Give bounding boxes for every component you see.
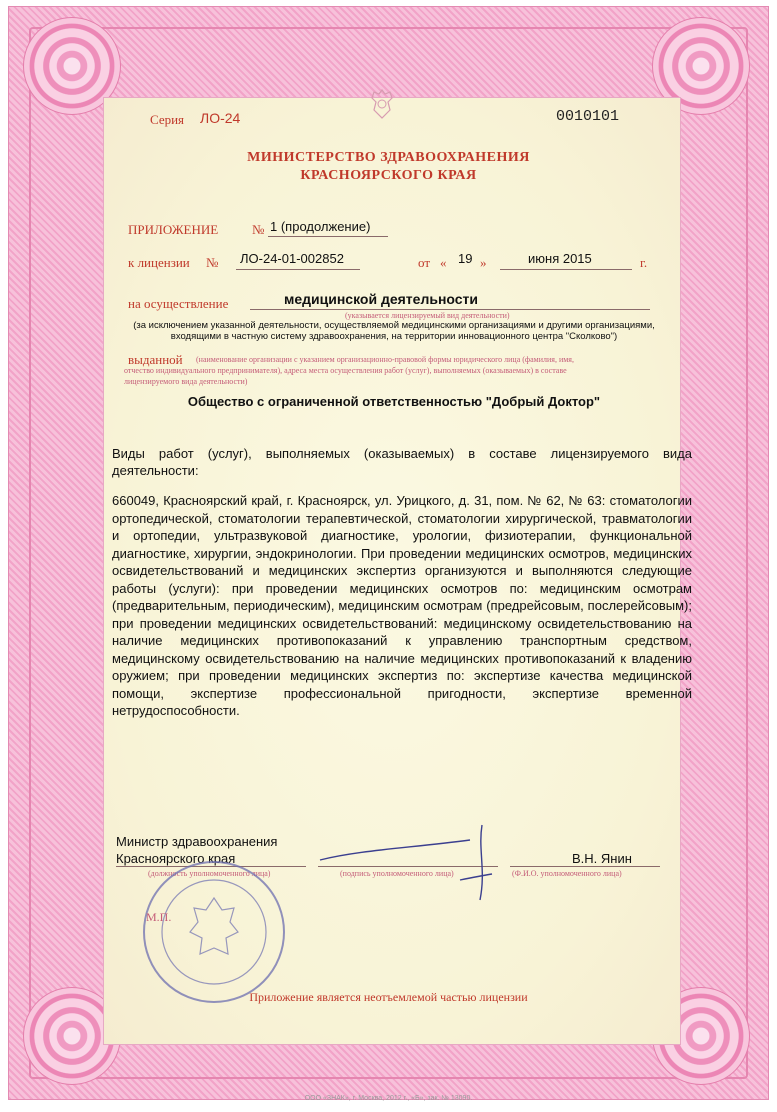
signature-hint: (подпись уполномоченного лица) [340,869,454,878]
activity-hint: (указывается лицензируемый вид деятельности) [345,311,510,320]
issued-hint-line2: отчество индивидуального предпринимателя), адреса места осуществления работ (услуг), выполняемых (оказываемых) в составе [124,366,567,375]
quote-close: » [480,255,487,270]
ministry-name-line1: МИНИСТЕРСТВО ЗДРАВООХРАНЕНИЯ [247,150,530,165]
name-hint: (Ф.И.О. уполномоченного лица) [512,869,622,878]
issued-hint-line1: (наименование организации с указанием организационно-правовой формы юридического лица (фамилия, имя, [196,355,574,364]
address-and-services-text: 660049, Красноярский край, г. Красноярск, ул. Урицкого, д. 31, пом. № 62, № 63: стоматологии ортопедической, стоматологии терапевтической, стоматологии хирургической, травматологии и ортопедии, ультразвуковой диагностике, урологии, физиотерапии, функциональной диагностике, хирургии, эндокринологии. При проведении медицинских осмотров, медицинских освидетельствований и медицинских экспертиз организуются и выполняются следующие работы (услуги): при проведении медицинских осмотров по: медицинским осмотрам (предварительным, периодическим), медицинским осмотрам (предрейсовым, послерейсовым); при проведении медицинских освидетельствований: медицинскому освидетельствованию на наличие медицинских противопоказаний к управлению транспортным средством, медицинскому освидетельствованию на наличие медицинских противопоказаний к владению оружием; при проведении медицинских экспертиз по: экспертизе качества медицинской помощи, экспертизе профессиональной пригодности, экспертизе временной нетрудоспособности. [112,493,692,718]
activity-exclusion-line2: входящими в частную систему здравоохранения, на территории инновационного центра "Сколково") [170,331,618,342]
appendix-footer-note: Приложение является неотъемлемой частью лицензии [249,990,528,1004]
work-types-heading: Виды работ (услуг), выполняемых (оказываемых) в составе лицензируемого вида деятельности: [112,446,692,478]
issued-hint-line3: лицензируемого вида деятельности) [124,377,248,386]
signatory-position-line1: Министр здравоохранения [116,834,278,849]
appendix-no-label: № [252,222,265,237]
organization-name: Общество с ограниченной ответственностью "Добрый Доктор" [187,394,601,409]
seal-place-mark: М.П. [146,910,172,924]
series-value: ЛО-24 [200,110,241,126]
license-number-underline [236,269,360,270]
signatory-position-line2: Красноярского края [116,851,236,866]
activity-underline [250,309,650,310]
coat-of-arms-icon [368,88,396,122]
activity-exclusion-line1: (за исключением указанной деятельности, осуществляемой медицинскими организациями и другими организациями, [133,320,655,331]
license-month-year: июня 2015 [528,251,592,266]
ministry-name-line2: КРАСНОЯРСКОГО КРАЯ [300,168,477,183]
signatory-name: В.Н. Янин [572,851,632,866]
date-underline [500,269,632,270]
issued-label: выданной [128,352,183,367]
quote-open: « [440,255,447,270]
name-underline [510,866,660,867]
license-day: 19 [458,251,473,266]
printer-imprint: ООО «ЗНАК», г. Москва, 2012 г., «Б», зак. № 13090. [304,1095,473,1102]
license-blank-number: 0010101 [556,108,620,125]
year-suffix: г. [640,255,648,270]
position-hint: (должность уполномоченного лица) [148,869,271,878]
appendix-number: 1 (продолжение) [270,219,371,234]
license-ref-label: к лицензии [128,255,190,270]
from-label: от [418,255,431,270]
license-no-label: № [206,255,219,270]
appendix-underline [268,236,388,237]
handwritten-signature [300,820,500,910]
license-number: ЛО-24-01-002852 [240,251,344,266]
appendix-label: ПРИЛОЖЕНИЕ [128,222,219,237]
activity-label: на осуществление [128,296,229,311]
series-label: Серия [150,112,185,127]
activity-value: медицинской деятельности [284,291,479,307]
official-seal-stamp [140,858,288,1006]
